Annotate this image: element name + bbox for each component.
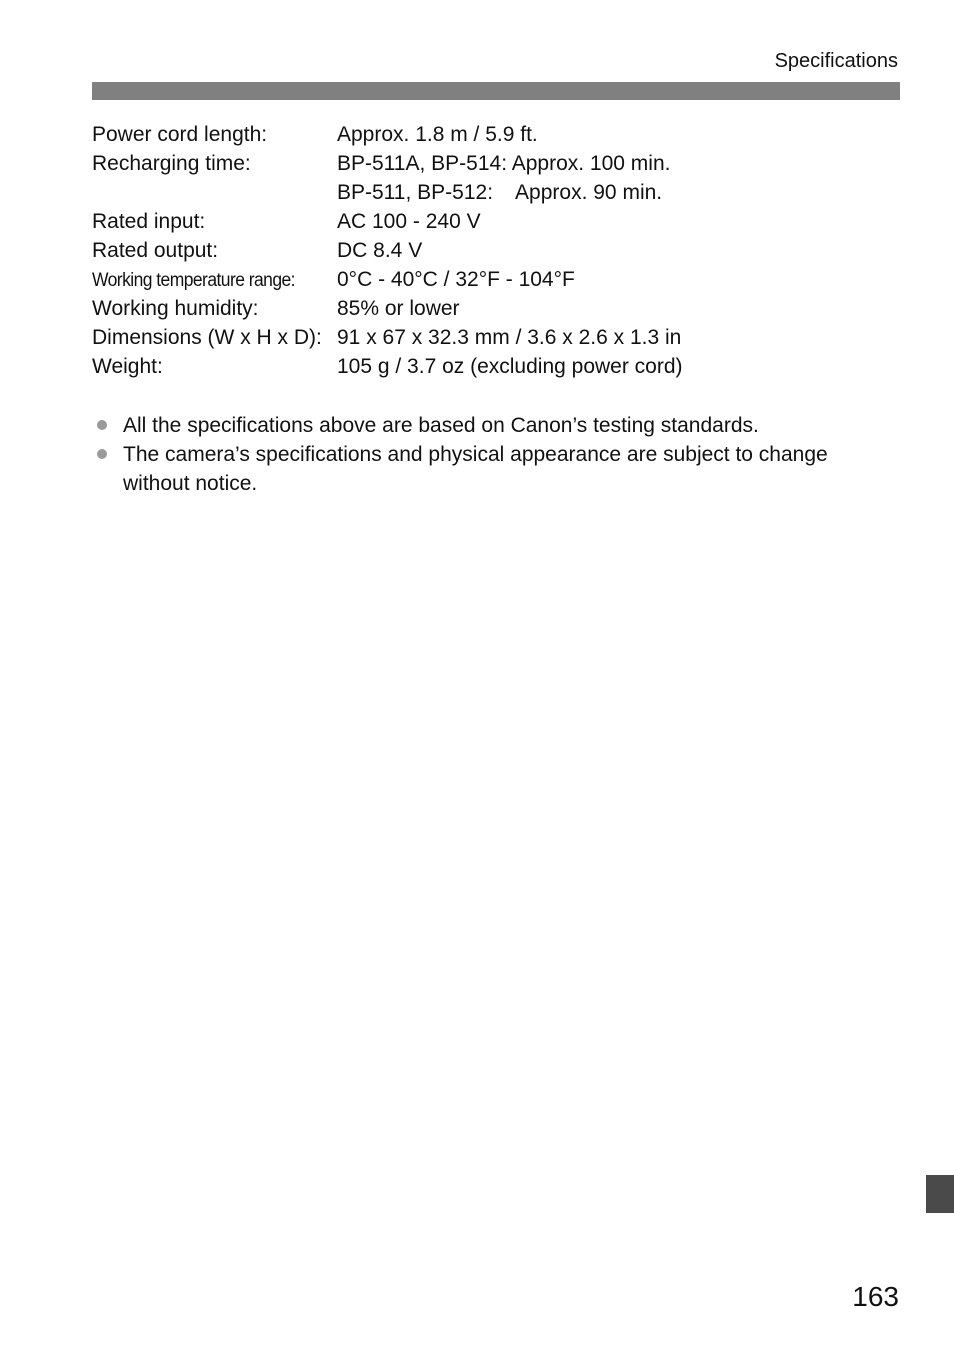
note-text: The camera’s specifications and physical appearance are subject to change without notice. — [123, 443, 828, 495]
spec-value: BP-511A, BP-514: Approx. 100 min. — [337, 152, 671, 175]
list-item — [92, 411, 900, 440]
spec-row-rated-output — [92, 236, 900, 265]
spec-row-recharging-time-continued — [92, 178, 900, 207]
spec-value — [337, 178, 900, 207]
spec-label: Working temperature range: — [92, 270, 295, 291]
chapter-thumb-tab — [926, 1175, 954, 1213]
spec-value: DC 8.4 V — [337, 239, 423, 262]
spec-row-dimensions — [92, 323, 900, 352]
spec-value: Approx. 1.8 m / 5.9 ft. — [337, 123, 538, 146]
spec-row-rated-input — [92, 207, 900, 236]
bullet-icon — [97, 420, 107, 430]
spec-label: Dimensions (W x H x D): — [92, 326, 322, 349]
notes-list — [92, 411, 900, 498]
spec-row-working-temperature-range — [92, 265, 900, 294]
spec-row-recharging-time — [92, 149, 900, 178]
spec-label: Rated input: — [92, 210, 206, 233]
spec-value: AC 100 - 240 V — [337, 210, 481, 233]
spec-row-power-cord-length — [92, 120, 900, 149]
spec-label: Recharging time: — [92, 152, 251, 175]
running-header: Specifications — [774, 50, 898, 72]
list-item — [92, 440, 900, 498]
spec-row-weight — [92, 352, 900, 381]
bullet-icon — [97, 449, 107, 459]
spec-value: 105 g / 3.7 oz (excluding power cord) — [337, 355, 683, 378]
recharge-duration: Approx. 90 min. — [515, 181, 663, 204]
spec-table — [92, 120, 900, 381]
header-rule — [92, 82, 900, 100]
page-number: 163 — [852, 1281, 899, 1312]
spec-label: Rated output: — [92, 239, 219, 262]
spec-value: 91 x 67 x 32.3 mm / 3.6 x 2.6 x 1.3 in — [337, 326, 682, 349]
spec-row-working-humidity — [92, 294, 900, 323]
spec-value: 85% or lower — [337, 297, 460, 320]
spec-label: Power cord length: — [92, 123, 268, 146]
spec-value: 0°C - 40°C / 32°F - 104°F — [337, 268, 575, 291]
note-text: All the specifications above are based on Canon’s testing standards. — [123, 414, 759, 437]
spec-label: Working humidity: — [92, 297, 259, 320]
spec-label: Weight: — [92, 355, 163, 378]
battery-models: BP-511, BP-512: — [337, 181, 494, 204]
